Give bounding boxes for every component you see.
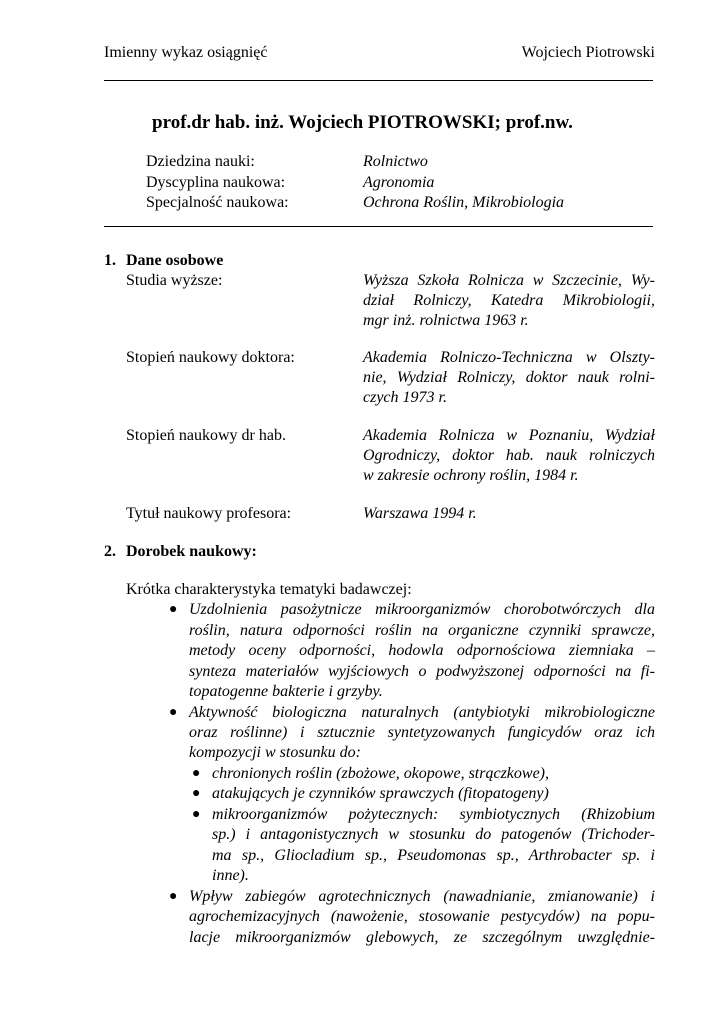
entry-line: dział Rolniczy, Katedra Mikrobiologii, (363, 292, 655, 309)
bullet-line: metody oceny odporności, hodowla odpornościowa ziemniaka – (189, 642, 655, 659)
field-label-dyscyplina: Dyscyplina naukowa: (146, 174, 286, 191)
bullet-icon: ● (169, 705, 178, 720)
section2-intro: Krótka charakterystyka tematyki badawczej: (126, 581, 412, 598)
entry-label-habilitacja: Stopień naukowy dr hab. (126, 427, 286, 444)
entry-line: w zakresie ochrony roślin, 1984 r. (363, 467, 579, 484)
bullet-line: synteza materiałów wyjściowych o podwyższonej odporności na fi- (189, 663, 655, 680)
sub-bullet-line: sp.) i antagonistycznych w stosunku do patogenów (Trichoder- (212, 826, 655, 843)
fields-divider (104, 226, 653, 227)
bullet-line: Uzdolnienia pasożytnicze mikroorganizmów chorobotwórczych dla (189, 601, 655, 618)
entry-label-profesor: Tytuł naukowy profesora: (126, 505, 292, 522)
sub-bullet-icon: ● (192, 807, 201, 822)
field-value-dyscyplina: Agronomia (363, 174, 435, 191)
entry-label-studia: Studia wyższe: (126, 272, 223, 289)
bullet-icon: ● (169, 602, 178, 617)
sub-bullet-line: chronionych roślin (zbożowe, okopowe, strączkowe), (212, 765, 549, 782)
section2-number: 2. (104, 543, 116, 560)
entry-line: czych 1973 r. (363, 389, 447, 406)
sub-bullet-icon: ● (192, 786, 201, 801)
entry-line: Akademia Rolnicza w Poznaniu, Wydział (363, 427, 655, 444)
field-label-specjalnosc: Specjalność naukowa: (146, 194, 289, 211)
sub-bullet-line: atakujących je czynników sprawczych (fitopatogeny) (212, 785, 549, 802)
section1-heading: Dane osobowe (126, 252, 224, 269)
sub-bullet-line: ma sp., Gliocladium sp., Pseudomonas sp., Arthrobacter sp. i (212, 847, 655, 864)
bullet-line: Wpływ zabiegów agrotechnicznych (nawadnianie, zmianowanie) i (189, 888, 655, 905)
bullet-icon: ● (169, 889, 178, 904)
field-value-specjalnosc: Ochrona Roślin, Mikrobiologia (363, 194, 565, 211)
entry-line: mgr inż. rolnictwa 1963 r. (363, 312, 529, 329)
bullet-line: topatogenne bakterie i grzyby. (189, 683, 383, 700)
bullet-line: roślin, natura odporności roślin na organiczne czynniki sprawcze, (189, 622, 655, 639)
section2-heading: Dorobek naukowy: (126, 543, 257, 560)
entry-line: Wyższa Szkoła Rolnicza w Szczecinie, Wy- (363, 272, 655, 289)
bullet-line: lacje mikroorganizmów glebowych, ze szczególnym uwzględnie- (189, 929, 655, 946)
section1-number: 1. (104, 252, 116, 269)
entry-line: Akademia Rolniczo-Techniczna w Olszty- (363, 349, 655, 366)
bullet-line: oraz roślinne) i sztucznie syntetyzowanych fungicydów oraz ich (189, 724, 655, 741)
bullet-line: Aktywność biologiczna naturalnych (antybiotyki mikrobiologiczne (189, 704, 655, 721)
field-label-dziedzina: Dziedzina nauki: (146, 153, 255, 170)
entry-line: Warszawa 1994 r. (363, 505, 477, 522)
header-divider (104, 80, 653, 81)
sub-bullet-line: inne). (212, 867, 249, 884)
entry-label-doktor: Stopień naukowy doktora: (126, 349, 295, 366)
sub-bullet-line: mikroorganizmów pożytecznych: symbiotycznych (Rhizobium (212, 806, 655, 823)
bullet-line: kompozycji w stosunku do: (189, 744, 361, 761)
entry-line: nie, Wydział Rolniczy, doktor nauk rolni- (363, 369, 655, 386)
sub-bullet-icon: ● (192, 766, 201, 781)
header-left: Imienny wykaz osiągnięć (104, 44, 268, 61)
entry-line: Ogrodniczy, doktor hab. nauk rolniczych (363, 447, 655, 464)
field-value-dziedzina: Rolnictwo (363, 153, 428, 170)
bullet-line: agrochemizacyjnych (nawożenie, stosowanie pestycydów) na popu- (189, 908, 655, 925)
header-right: Wojciech Piotrowski (521, 44, 655, 61)
page-title: prof.dr hab. inż. Wojciech PIOTROWSKI; prof.nw. (152, 112, 573, 133)
